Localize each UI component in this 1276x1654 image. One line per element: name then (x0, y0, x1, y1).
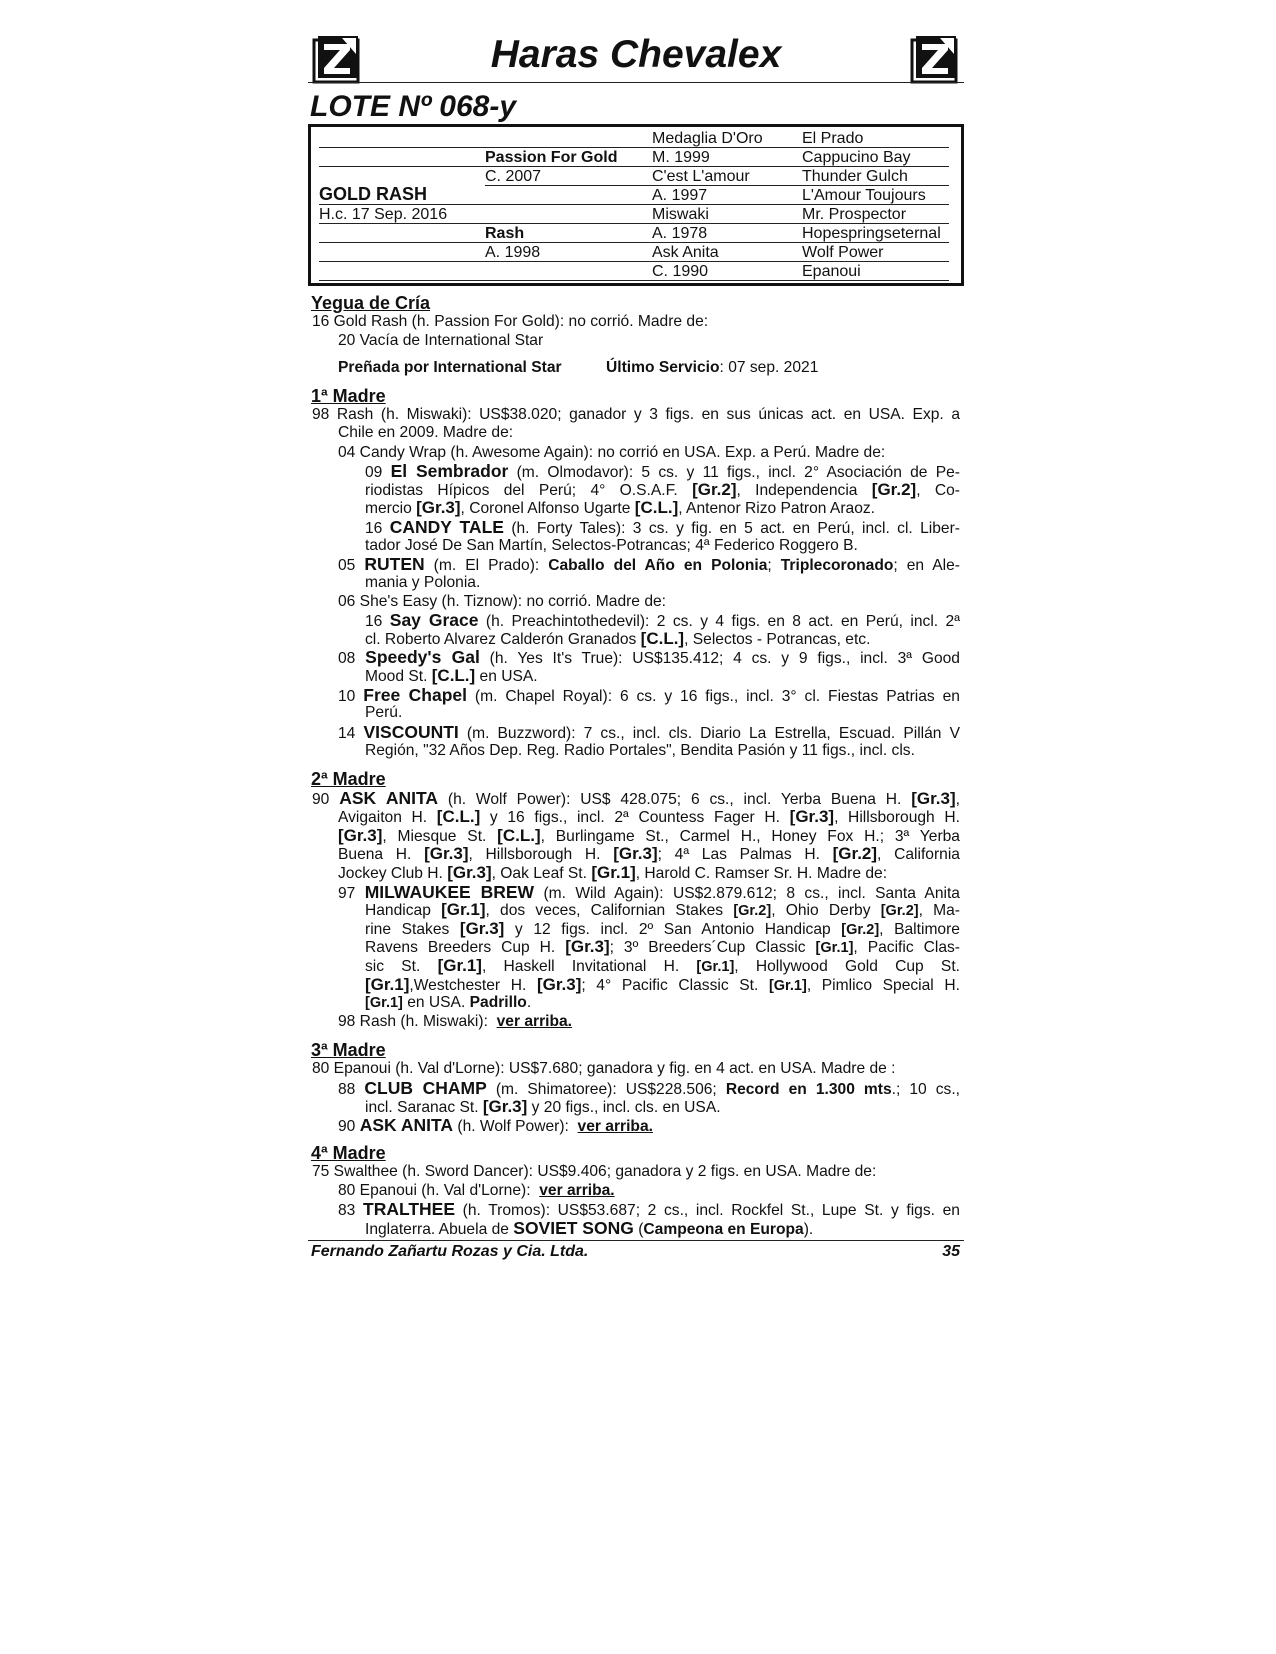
pedigree-granddam-2-info: C. 1990 (652, 263, 709, 280)
lot-number: LOTE Nº 068-y (310, 90, 517, 123)
m2-line: [Gr.3], Miesque St. [C.L.], Burlingame St., Carmel H., Honey Fox H.; 3ª Yerba (338, 826, 960, 845)
m2-line: Jockey Club H. [Gr.3], Oak Leaf St. [Gr.1], Harold C. Ramser Sr. H. Madre de: (338, 863, 888, 882)
pedigree-ggp-8: Epanoui (802, 263, 861, 280)
m2-produce-line: sic St. [Gr.1], Haskell Invitational H. [Gr.1], Hollywood Gold Cup St. (365, 956, 961, 975)
pedigree-dam: Rash (485, 225, 525, 242)
m1-produce-line: 16 Say Grace (h. Preachintothedevil): 2 cs. y 4 figs. en 8 act. en Perú, incl. 2ª (365, 610, 960, 630)
m4-produce-line: 80 Epanoui (h. Val d'Lorne): ver arriba. (338, 1182, 615, 1199)
section-heading-madre-2: 2ª Madre (311, 769, 386, 789)
m2-produce-line: Ravens Breeders Cup H. [Gr.3]; 3º Breeders´Cup Classic [Gr.1], Pacific Clas- (365, 937, 960, 956)
m1-produce-line: Región, "32 Años Dep. Reg. Radio Portales", Bendita Pasión y 11 figs., incl. cls. (365, 742, 915, 759)
pedigree-table (308, 124, 964, 286)
m1-line: Chile en 2009. Madre de: (338, 424, 514, 441)
m1-line: 98 Rash (h. Miswaki): US$38.020; ganador y 3 figs. en sus únicas act. en USA. Exp. a (312, 406, 960, 423)
m4-produce-line: Inglaterra. Abuela de SOVIET SONG (Campeona en Europa). (365, 1218, 814, 1238)
yegua-line: 20 Vacía de International Star (338, 332, 544, 349)
m3-produce-line: incl. Saranac St. [Gr.3] y 20 figs., incl. cls. en USA. (365, 1097, 721, 1116)
pedigree-dam-info: A. 1998 (485, 244, 541, 261)
section-heading-madre-1: 1ª Madre (311, 386, 386, 406)
m4-line: 75 Swalthee (h. Sword Dancer): US$9.406; ganadora y 2 figs. en USA. Madre de: (312, 1163, 877, 1180)
m1-produce-line: 09 El Sembrador (m. Olmodavor): 5 cs. y 11 figs., incl. 2° Asociación de Pe- (365, 461, 960, 481)
yegua-pregnancy: Preñada por International Star (338, 359, 562, 376)
m1-produce-line: 05 RUTEN (m. El Prado): Caballo del Año en Polonia; Triplecoronado; en Ale- (338, 554, 960, 574)
pedigree-ggp-4: L'Amour Toujours (802, 187, 926, 204)
m3-line: 80 Epanoui (h. Val d'Lorne): US$7.680; ganadora y fig. en 4 act. en USA. Madre de : (312, 1060, 896, 1077)
m2-produce-line: [Gr.1],Westchester H. [Gr.3]; 4° Pacific Classic St. [Gr.1], Pimlico Special H. (365, 975, 960, 994)
see-above-link[interactable]: ver arriba. (577, 1118, 653, 1135)
m1-produce-line: riodistas Hípicos del Perú; 4° O.S.A.F. [Gr.2], Independencia [Gr.2], Co- (365, 480, 960, 499)
pedigree-grandsire-2-info: A. 1978 (652, 225, 708, 242)
m1-produce-line: cl. Roberto Alvarez Calderón Granados [C.L.], Selectos - Potrancas, etc. (365, 629, 871, 648)
yegua-line: 16 Gold Rash (h. Passion For Gold): no corrió. Madre de: (312, 313, 709, 330)
m1-produce-line: mercio [Gr.3], Coronel Alfonso Ugarte [C.L.], Antenor Rizo Patron Araoz. (365, 498, 875, 517)
pedigree-granddam-2: Ask Anita (652, 244, 719, 261)
farm-name: Haras Chevalex (490, 33, 782, 76)
m1-produce-line: 08 Speedy's Gal (h. Yes It's True): US$135.412; 4 cs. y 9 figs., incl. 3ª Good (338, 647, 960, 667)
pedigree-rule (319, 147, 949, 148)
pedigree-grandsire-2: Miswaki (652, 206, 709, 223)
m1-produce-line: tador José De San Martín, Selectos-Potrancas; 4ª Federico Roggero B. (365, 537, 858, 554)
m2-produce-line: rine Stakes [Gr.3] y 12 figs. incl. 2º San Antonio Handicap [Gr.2], Baltimore (365, 919, 960, 938)
m1-produce-line: 06 She's Easy (h. Tiznow): no corrió. Madre de: (338, 593, 666, 610)
m4-produce-line: 83 TRALTHEE (h. Tromos): US$53.687; 2 cs., incl. Rockfel St., Lupe St. y figs. en (338, 1199, 960, 1219)
farm-logo-icon (910, 34, 960, 84)
farm-logo-icon (312, 34, 362, 84)
m1-line: 04 Candy Wrap (h. Awesome Again): no corrió en USA. Exp. a Perú. Madre de: (338, 444, 886, 461)
pedigree-rule (319, 280, 949, 281)
pedigree-sire: Passion For Gold (485, 149, 618, 166)
header-divider (308, 82, 964, 83)
page-number: 35 (942, 1243, 960, 1260)
footer-divider (308, 1240, 964, 1241)
m1-produce-line: 16 CANDY TALE (h. Forty Tales): 3 cs. y fig. en 5 act. en Perú, incl. cl. Liber- (365, 517, 960, 537)
pedigree-sire-info: C. 2007 (485, 168, 542, 185)
m3-produce-line: 88 CLUB CHAMP (m. Shimatoree): US$228.506; Record en 1.300 mts.; 10 cs., (338, 1078, 961, 1098)
pedigree-grandsire-1: Medaglia D'Oro (652, 130, 763, 147)
pedigree-ggp-7: Wolf Power (802, 244, 884, 261)
m1-produce-line: 14 VISCOUNTI (m. Buzzword): 7 cs., incl. cls. Diario La Estrella, Escuad. Pillán V (338, 722, 960, 742)
m1-produce-line: mania y Polonia. (365, 574, 481, 591)
pedigree-grandsire-1-info: M. 1999 (652, 149, 710, 166)
pedigree-horse-name: GOLD RASH (319, 184, 427, 204)
pedigree-ggp-1: El Prado (802, 130, 864, 147)
section-heading-madre-3: 3ª Madre (311, 1040, 386, 1060)
footer-company: Fernando Zañartu Rozas y Cia. Ltda. (311, 1243, 589, 1260)
m2-line: 90 ASK ANITA (h. Wolf Power): US$ 428.075; 6 cs., incl. Yerba Buena H. [Gr.3], (312, 788, 960, 808)
m2-produce-line: Handicap [Gr.1], dos veces, Californian Stakes [Gr.2], Ohio Derby [Gr.2], Ma- (365, 900, 960, 919)
m2-produce-line: 98 Rash (h. Miswaki): ver arriba. (338, 1013, 573, 1030)
pedigree-granddam-1-info: A. 1997 (652, 187, 708, 204)
section-heading-madre-4: 4ª Madre (311, 1143, 386, 1163)
m2-line: Avigaiton H. [C.L.] y 16 figs., incl. 2ª Countess Fager H. [Gr.3], Hillsborough H. (338, 807, 960, 826)
m1-produce-line: Perú. (365, 704, 403, 721)
section-heading-yegua: Yegua de Cría (311, 293, 431, 313)
see-above-link[interactable]: ver arriba. (539, 1182, 615, 1199)
m3-produce-line: 90 ASK ANITA (h. Wolf Power): ver arriba. (338, 1115, 653, 1135)
see-above-link[interactable]: ver arriba. (496, 1013, 573, 1030)
m2-produce-line: [Gr.1] en USA. Padrillo. (365, 994, 532, 1011)
m1-produce-line: Mood St. [C.L.] en USA. (365, 666, 538, 685)
pedigree-ggp-2: Cappucino Bay (802, 149, 911, 166)
pedigree-ggp-5: Mr. Prospector (802, 206, 907, 223)
m2-produce-line: 97 MILWAUKEE BREW (m. Wild Again): US$2.879.612; 8 cs., incl. Santa Anita (338, 882, 960, 902)
pedigree-rule (485, 185, 949, 186)
pedigree-rule (319, 204, 949, 205)
m1-produce-line: 10 Free Chapel (m. Chapel Royal): 6 cs. y 16 figs., incl. 3° cl. Fiestas Patrias en (338, 685, 960, 705)
pedigree-rule (319, 166, 949, 167)
pedigree-rule (319, 242, 949, 243)
pedigree-ggp-6: Hopespringseternal (802, 225, 941, 242)
yegua-last-service: Último Servicio: 07 sep. 2021 (606, 359, 819, 376)
pedigree-granddam-1: C'est L'amour (652, 168, 750, 185)
pedigree-rule (319, 261, 949, 262)
pedigree-horse-info: H.c. 17 Sep. 2016 (319, 206, 448, 223)
pedigree-ggp-3: Thunder Gulch (802, 168, 908, 185)
pedigree-rule (319, 223, 949, 224)
m2-line: Buena H. [Gr.3], Hillsborough H. [Gr.3]; 4ª Las Palmas H. [Gr.2], California (338, 844, 960, 863)
